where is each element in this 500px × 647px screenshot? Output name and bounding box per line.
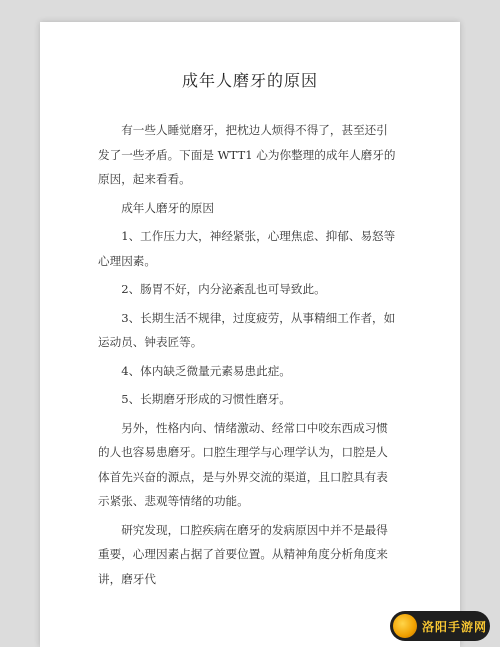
list-item-2: 2、肠胃不好，内分泌紊乱也可导致此。 bbox=[121, 282, 326, 296]
paragraph-personality: 另外，性格内向、情绪激动、经常口中咬东西成习惯的人也容易患磨牙。口腔生理学与心理学认为，口腔是人体首先兴奋的源点，是与外界交流的渠道，且口腔具有表示紧张、悲观等情绪的功能。 bbox=[98, 420, 388, 508]
document-title: 成年人磨牙的原因 bbox=[181, 71, 318, 90]
section-heading: 成年人磨牙的原因 bbox=[121, 200, 214, 215]
document-page bbox=[40, 22, 460, 647]
document-body bbox=[98, 118, 398, 591]
watermark-logo bbox=[390, 611, 490, 641]
watermark-text: 洛阳手游网 bbox=[422, 619, 488, 634]
list-item-3: 3、长期生活不规律，过度疲劳，从事精细工作者，如运动员、钟表匠等。 bbox=[98, 310, 396, 349]
paragraph-research: 研究发现，口腔疾病在磨牙的发病原因中并不是最得重要，心理因素占据了首要位置。从精神角度分析角度来讲，磨牙代 bbox=[98, 522, 388, 586]
paragraph-intro: 有一些人睡觉磨牙，把枕边人烦得不得了，甚至还引发了一些矛盾。下面是 WTT1 心为你整理的成年人磨牙的原因，起来看看。 bbox=[98, 123, 396, 186]
list-item-4: 4、体内缺乏微量元素易患此症。 bbox=[121, 363, 291, 378]
list-item-5: 5、长期磨牙形成的习惯性磨牙。 bbox=[121, 392, 291, 406]
list-item-1: 1、工作压力大，神经紧张，心理焦虑、抑郁、易怒等心理因素。 bbox=[98, 229, 396, 268]
logo-icon bbox=[393, 614, 417, 638]
